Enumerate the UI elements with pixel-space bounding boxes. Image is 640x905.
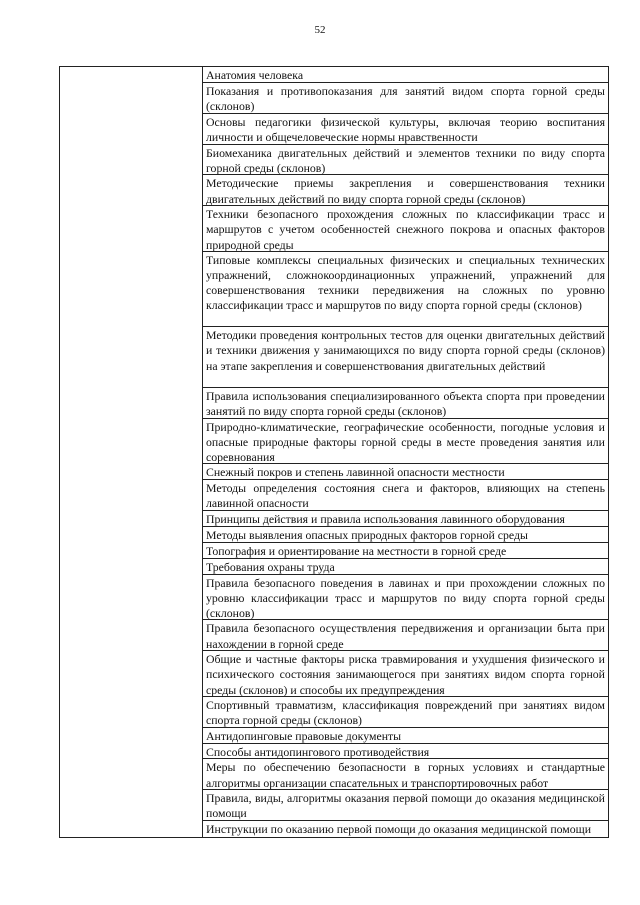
table-row-topography: Топография и ориентирование на местности в горной среде [203, 543, 608, 559]
table-row-anatomy: Анатомия человека [203, 67, 608, 83]
table-row-first-aid-rules: Правила, виды, алгоритмы оказания первой помощи до оказания медицинской помощи [203, 790, 608, 821]
table-row-safe-passage: Техники безопасного прохождения сложных по классификации трасс и маршрутов с учетом особенностей снежного покрова и опасных факторов природной среды [203, 206, 608, 252]
table-row-snow-methods: Методы определения состояния снега и факторов, влияющих на степень лавинной опасности [203, 480, 608, 511]
table-row-antidoping-methods: Способы антидопингового противодействия [203, 744, 608, 760]
table-row-biomechanics: Биомеханика двигательных действий и элементов техники по виду спорта горной среды (склонов) [203, 145, 608, 176]
table-row-control-tests: Методики проведения контрольных тестов для оценки двигательных действий и техники движения у занимающихся по виду спорта горной среды (склонов) на этапе закрепления и совершенствования двигательных действий [203, 327, 608, 388]
table-row-snow-cover: Снежный покров и степень лавинной опасности местности [203, 464, 608, 480]
table-row-exercise-complexes: Типовые комплексы специальных физических и специальных технических упражнений, сложнокоординационных упражнений, упражнений для совершенствования техники передвижения на сложных по уровню классификации трасс и маршрутов по виду спорта горной среды (склонов) [203, 252, 608, 327]
requirements-table [59, 66, 609, 838]
table-row-risk-factors: Общие и частные факторы риска травмирования и ухудшения физического и психического состояния занимающегося при занятиях видом спорта горной среды (склонов) и способы их предупреждения [203, 651, 608, 697]
table-row-hazard-detection: Методы выявления опасных природных факторов горной среды [203, 527, 608, 543]
table-row-pedagogy: Основы педагогики физической культуры, включая теорию воспитания личности и общечеловеческие нормы нравственности [203, 114, 608, 145]
table-row-climatic-features: Природно-климатические, географические особенности, погодные условия и опасные природные факторы горной среды в месте проведения занятия или соревнования [203, 419, 608, 465]
table-row-sports-injuries: Спортивный травматизм, классификация повреждений при занятиях видом спорта горной среды (склонов) [203, 697, 608, 728]
table-row-avalanche-equipment: Принципы действия и правила использования лавинного оборудования [203, 511, 608, 527]
table-row-avalanche-behavior: Правила безопасного поведения в лавинах и при прохождении сложных по уровню классификации трасс и маршрутов по виду спорта горной среды (склонов) [203, 575, 608, 621]
table-row-labor-protection: Требования охраны труда [203, 559, 608, 575]
table-right-column [203, 67, 608, 837]
table-row-methodical-techniques: Методические приемы закрепления и совершенствования техники двигательных действий по виду спорта горной среды (склонов) [203, 175, 608, 206]
table-row-mountain-safety: Меры по обеспечению безопасности в горных условиях и стандартные алгоритмы организации спасательных и транспортировочных работ [203, 759, 608, 790]
table-row-first-aid-instructions: Инструкции по оказанию первой помощи до оказания медицинской помощи [206, 822, 592, 837]
table-left-column [60, 67, 203, 837]
table-row-sports-facility-rules: Правила использования специализированного объекта спорта при проведении занятий по виду спорта горной среды (склонов) [203, 388, 608, 419]
table-row-indications: Показания и противопоказания для занятий видом спорта горной среды (склонов) [203, 83, 608, 114]
page-number: 52 [314, 24, 326, 36]
table-row-antidoping-documents: Антидопинговые правовые документы [203, 728, 608, 744]
table-row-safe-movement: Правила безопасного осуществления передвижения и организации быта при нахождении в горной среде [203, 620, 608, 651]
